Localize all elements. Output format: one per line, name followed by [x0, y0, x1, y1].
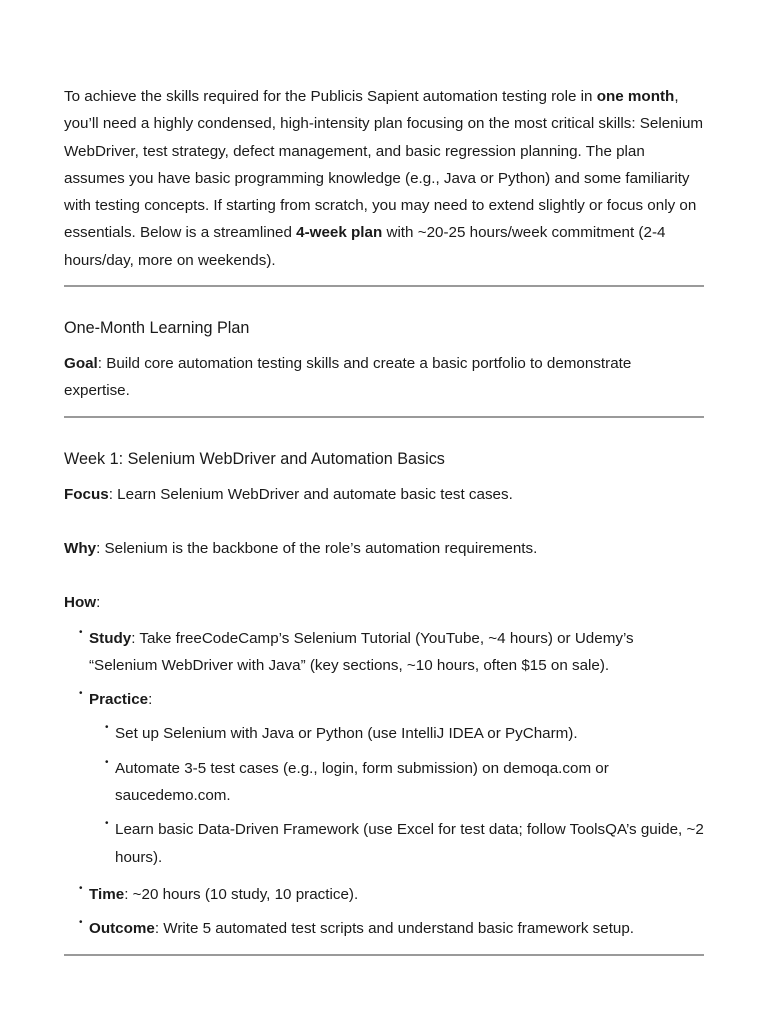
- bullet-icon: •: [105, 722, 109, 734]
- bullet-icon: •: [105, 818, 109, 830]
- divider: [64, 285, 704, 287]
- week1-heading: Week 1: Selenium WebDriver and Automation Basics: [64, 449, 445, 468]
- goal-paragraph: Goal: Build core automation testing skills and create a basic portfolio to demonstrate expertise.: [64, 355, 632, 400]
- why-paragraph: Why: Selenium is the backbone of the role’s automation requirements.: [64, 539, 538, 557]
- list-item: • Outcome: Write 5 automated test scripts and understand basic framework setup.: [79, 917, 635, 938]
- bullet-icon: •: [79, 917, 83, 929]
- plan-heading: One-Month Learning Plan: [64, 319, 250, 338]
- list-item: • Automate 3-5 test cases (e.g., login, form submission) on demoqa.com or saucedemo.com.: [105, 756, 609, 805]
- list-item: • Learn basic Data-Driven Framework (use Excel for test data; follow ToolsQA’s guide, ~2 hours).: [105, 818, 704, 866]
- divider: [64, 416, 704, 418]
- practice-sublist: [89, 720, 704, 870]
- bullet-icon: •: [79, 688, 83, 700]
- bullet-icon: •: [105, 756, 109, 768]
- how-list: [64, 625, 704, 943]
- bullet-icon: •: [79, 882, 83, 894]
- focus-paragraph: Focus: Learn Selenium WebDriver and automate basic test cases.: [64, 485, 513, 503]
- list-item: • Study: Take freeCodeCamp’s Selenium Tutorial (YouTube, ~4 hours) or Udemy’s “Selenium WebDriver with Java” (key sections, ~10 hours, often $15 on sale).: [79, 626, 634, 674]
- intro-bold-plan: 4-week plan: [296, 224, 383, 242]
- list-item: • Set up Selenium with Java or Python (use IntelliJ IDEA or PyCharm).: [105, 722, 578, 743]
- intro-paragraph: To achieve the skills required for the Publicis Sapient automation testing role in one month, you’ll need a highly condensed, high-intensity plan focusing on the most critical skills: Selenium WebDriver, test strategy, defect management, and basic regression planning. The plan assumes you have basic programming knowledge (e.g., Java or Python) and some familiarity with testing concepts. If starting from scratch, you may need to extend slightly or focus only on essentials. Below is a streamlined 4-week plan with ~20-25 hours/week commitment (2-4 hours/day, more on weekends).: [64, 88, 704, 269]
- list-item: • Time: ~20 hours (10 study, 10 practice).: [79, 882, 359, 903]
- bullet-icon: •: [79, 626, 83, 638]
- intro-bold-duration: one month: [596, 88, 675, 105]
- divider: [64, 954, 704, 956]
- how-paragraph: How:: [64, 594, 101, 612]
- list-item: • Practice: • Set up Selenium with Java or Python (use IntelliJ IDEA or PyCharm). • Automate 3-5 test cases (e.g., login, form submission) on demoqa.com or saucedemo.com. • Learn basic Data-Driven Framework (use Excel for test data; follow ToolsQA’s guide, ~2 hours).: [64, 686, 704, 871]
